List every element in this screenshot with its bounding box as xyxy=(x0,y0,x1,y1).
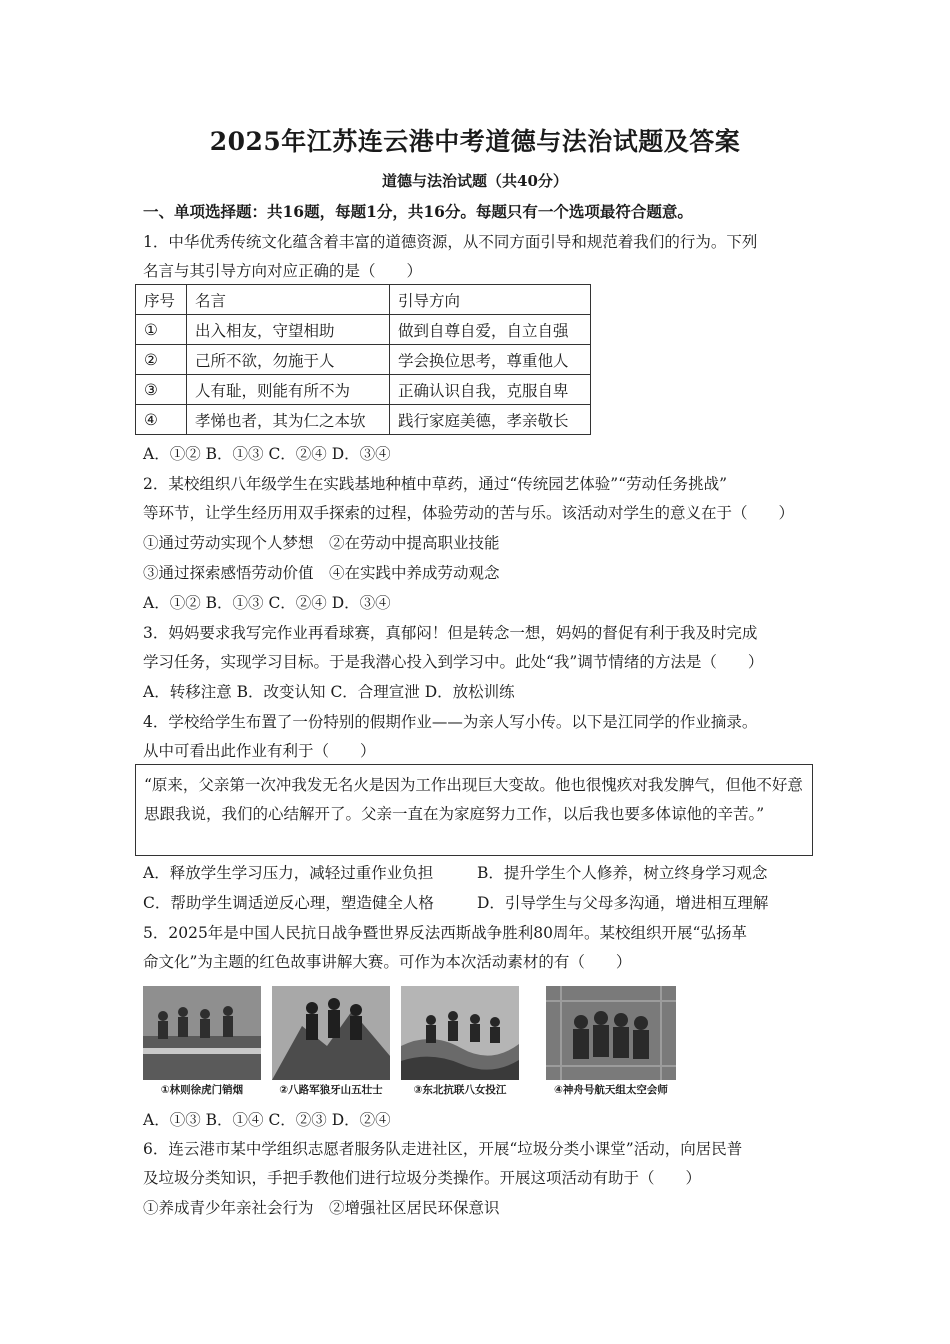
table-cell: 己所不欲，勿施于人 xyxy=(187,345,390,375)
q4-option-d: D．引导学生与父母多沟通，增进相互理解 xyxy=(477,894,769,912)
q5-image-1 xyxy=(143,986,261,1098)
q2-stem-line2: 等环节，让学生经历用双手探索的过程，体验劳动的苦与乐。该活动对学生的意义在于（ ） xyxy=(143,504,795,522)
q1-stem-line2: 名言与其引导方向对应正确的是（ ） xyxy=(143,262,423,280)
q4-stem-line1: 4．学校给学生布置了一份特别的假期作业——为亲人写小传。以下是江同学的作业摘录。 xyxy=(143,713,758,731)
q2-stem-line1: 2．某校组织八年级学生在实践基地种植中草药，通过“传统园艺体验”“劳动任务挑战” xyxy=(143,475,728,493)
q5-image-4 xyxy=(546,986,676,1098)
table-cell: 人有耻，则能有所不为 xyxy=(187,375,390,405)
table-cell: ③ xyxy=(136,375,187,405)
q6-items-line1: ①养成青少年亲社会行为 ②增强社区居民环保意识 xyxy=(143,1199,500,1217)
q5-image-caption: ②八路军狼牙山五壮士 xyxy=(279,1084,383,1096)
table-cell: 做到自尊自爱，自立自强 xyxy=(390,315,591,345)
table-row xyxy=(136,345,591,375)
q5-image-caption: ④神舟号航天组太空会师 xyxy=(554,1084,668,1096)
exam-title: 2025年江苏连云港中考道德与法治试题及答案 xyxy=(209,127,741,156)
q2-options: A．①② B．①③ C．②④ D．③④ xyxy=(143,594,391,612)
q4-option-c: C．帮助学生调适逆反心理，塑造健全人格 xyxy=(143,894,434,912)
q1-table xyxy=(135,284,591,435)
q3-stem-line1: 3．妈妈要求我写完作业再看球赛，真郁闷！但是转念一想，妈妈的督促有利于我及时完成 xyxy=(143,624,758,642)
q5-image-row xyxy=(143,986,678,1098)
table-header-cell: 引导方向 xyxy=(390,285,591,315)
space-station-photo-image xyxy=(546,986,676,1080)
q3-stem-line2: 学习任务，实现学习目标。于是我潜心投入到学习中。此处“我”调节情绪的方法是（ ） xyxy=(143,653,764,671)
table-cell: ② xyxy=(136,345,187,375)
historical-painting-image xyxy=(272,986,390,1080)
q5-image-2 xyxy=(272,986,390,1098)
q1-stem-line1: 1．中华优秀传统文化蕴含着丰富的道德资源，从不同方面引导和规范着我们的行为。下列 xyxy=(143,233,758,251)
table-row xyxy=(136,405,591,435)
q6-stem-line1: 6．连云港市某中学组织志愿者服务队走进社区，开展“垃圾分类小课堂”活动，向居民普 xyxy=(143,1140,743,1158)
q5-stem-line2: 命文化”为主题的红色故事讲解大赛。可作为本次活动素材的有（ ） xyxy=(143,953,632,971)
table-cell: 出入相友，守望相助 xyxy=(187,315,390,345)
q5-image-caption: ①林则徐虎门销烟 xyxy=(160,1084,244,1096)
table-cell: ④ xyxy=(136,405,187,435)
q4-quote-box: “原来，父亲第一次冲我发无名火是因为工作出现巨大变故。他也很愧疚对我发脾气，但他不好意思跟我说，我们的心结解开了。父亲一直在为家庭努力工作，以后我也要多体谅他的辛苦。” xyxy=(135,764,813,856)
q4-option-b: B．提升学生个人修养，树立终身学习观念 xyxy=(477,864,768,882)
q1-options: A．①② B．①③ C．②④ D．③④ xyxy=(143,445,391,463)
q5-image-3 xyxy=(401,986,519,1098)
q5-image-caption: ③东北抗联八女投江 xyxy=(413,1084,507,1096)
table-header-cell: 序号 xyxy=(136,285,187,315)
q4-option-a: A．释放学生学习压力，减轻过重作业负担 xyxy=(143,864,434,882)
q2-items-line2: ③通过探索感悟劳动价值 ④在实践中养成劳动观念 xyxy=(143,564,500,582)
historical-photo-image xyxy=(143,986,261,1080)
table-header-row xyxy=(136,285,591,315)
exam-subtitle: 道德与法治试题（共40分） xyxy=(382,172,568,190)
section-heading: 一、单项选择题：共16题，每题1分，共16分。每题只有一个选项最符合题意。 xyxy=(143,202,693,221)
q5-stem-line1: 5．2025年是中国人民抗日战争暨世界反法西斯战争胜利80周年。某校组织开展“弘扬革 xyxy=(143,924,747,942)
table-cell: 学会换位思考，尊重他人 xyxy=(390,345,591,375)
table-header-cell: 名言 xyxy=(187,285,390,315)
historical-painting-image xyxy=(401,986,519,1080)
table-row xyxy=(136,375,591,405)
table-cell: 正确认识自我，克服自卑 xyxy=(390,375,591,405)
q2-items-line1: ①通过劳动实现个人梦想 ②在劳动中提高职业技能 xyxy=(143,534,500,552)
q4-stem-line2: 从中可看出此作业有利于（ ） xyxy=(143,742,376,760)
table-cell: 孝悌也者，其为仁之本欤 xyxy=(187,405,390,435)
q5-options: A．①③ B．①④ C．②③ D．②④ xyxy=(143,1111,391,1129)
table-row xyxy=(136,315,591,345)
table-cell: 践行家庭美德，孝亲敬长 xyxy=(390,405,591,435)
table-cell: ① xyxy=(136,315,187,345)
q3-options: A．转移注意 B．改变认知 C．合理宣泄 D．放松训练 xyxy=(143,683,515,701)
q6-stem-line2: 及垃圾分类知识，手把手教他们进行垃圾分类操作。开展这项活动有助于（ ） xyxy=(143,1169,702,1187)
